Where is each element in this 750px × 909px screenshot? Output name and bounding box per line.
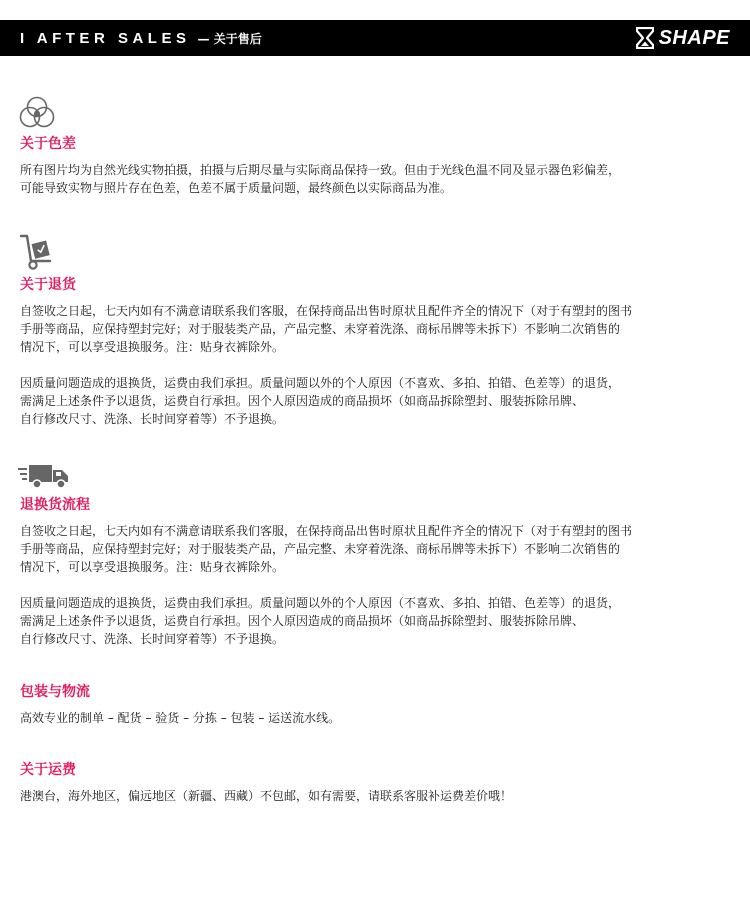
text-line: 所有图片均为自然光线实物拍摄，拍摄与后期尽量与实际商品保持一致。但由于光线色温不同及显示器色彩偏差， bbox=[20, 163, 621, 177]
delivery-truck-icon bbox=[18, 463, 72, 489]
section-title-packing-logistics: 包装与物流 bbox=[20, 684, 90, 700]
process-text-paragraph-2 bbox=[20, 594, 740, 648]
shipping-text bbox=[20, 787, 740, 805]
text-line: 因质量问题造成的退换货，运费由我们承担。质量问题以外的个人原因（不喜欢、多拍、拍错、色差等）的退货， bbox=[20, 376, 621, 390]
section-title-returns: 关于退货 bbox=[20, 277, 76, 293]
process-text-paragraph-1 bbox=[20, 522, 740, 576]
section-title-color-difference: 关于色差 bbox=[20, 136, 76, 152]
text-line: 需满足上述条件予以退货，运费自行承担。因个人原因造成的商品损坏（如商品拆除塑封、服装拆除吊牌、 bbox=[20, 614, 585, 628]
section-title-return-process: 退换货流程 bbox=[20, 497, 90, 513]
packing-text bbox=[20, 709, 740, 727]
color-difference-text bbox=[20, 161, 740, 197]
text-line: 自签收之日起，七天内如有不满意请联系我们客服，在保持商品出售时原状且配件齐全的情况下（对于有塑封的图书 bbox=[20, 304, 633, 318]
text-line: 自行修改尺寸、洗涤、长时间穿着等）不予退换。 bbox=[20, 632, 285, 646]
header-title bbox=[20, 20, 262, 56]
hourglass-logo-icon bbox=[636, 27, 654, 49]
hand-truck-icon bbox=[18, 233, 54, 271]
text-line: 手册等商品，应保持塑封完好；对于服装类产品，产品完整、未穿着洗涤、商标吊牌等未拆下）不影响二次销售的 bbox=[20, 542, 621, 556]
text-line: 自行修改尺寸、洗涤、长时间穿着等）不予退换。 bbox=[20, 412, 285, 426]
header-title-en: I AFTER SALES bbox=[20, 30, 191, 47]
header-title-cn: — 关于售后 bbox=[197, 32, 262, 46]
header-bar bbox=[0, 20, 750, 56]
text-line: 情况下，可以享受退换服务。注：贴身衣裤除外。 bbox=[20, 560, 285, 574]
returns-text-paragraph-2 bbox=[20, 374, 740, 428]
text-line: 高效专业的制单 – 配货 – 验货 – 分拣 – 包装 – 运送流水线。 bbox=[20, 711, 341, 725]
text-line: 需满足上述条件予以退货，运费自行承担。因个人原因造成的商品损坏（如商品拆除塑封、服装拆除吊牌、 bbox=[20, 394, 585, 408]
brand-logo bbox=[636, 20, 730, 56]
brand-logo-text: SHAPE bbox=[658, 26, 730, 49]
text-line: 可能导致实物与照片存在色差，色差不属于质量问题，最终颜色以实际商品为准。 bbox=[20, 181, 453, 195]
returns-text-paragraph-1 bbox=[20, 302, 740, 356]
section-title-shipping-fee: 关于运费 bbox=[20, 762, 76, 778]
text-line: 手册等商品，应保持塑封完好；对于服装类产品，产品完整、未穿着洗涤、商标吊牌等未拆下）不影响二次销售的 bbox=[20, 322, 621, 336]
text-line: 情况下，可以享受退换服务。注：贴身衣裤除外。 bbox=[20, 340, 285, 354]
text-line: 因质量问题造成的退换货，运费由我们承担。质量问题以外的个人原因（不喜欢、多拍、拍错、色差等）的退货， bbox=[20, 596, 621, 610]
rgb-circles-icon bbox=[18, 95, 56, 129]
text-line: 港澳台，海外地区，偏远地区（新疆、西藏）不包邮，如有需要，请联系客服补运费差价哦！ bbox=[20, 789, 513, 803]
text-line: 自签收之日起，七天内如有不满意请联系我们客服，在保持商品出售时原状且配件齐全的情况下（对于有塑封的图书 bbox=[20, 524, 633, 538]
